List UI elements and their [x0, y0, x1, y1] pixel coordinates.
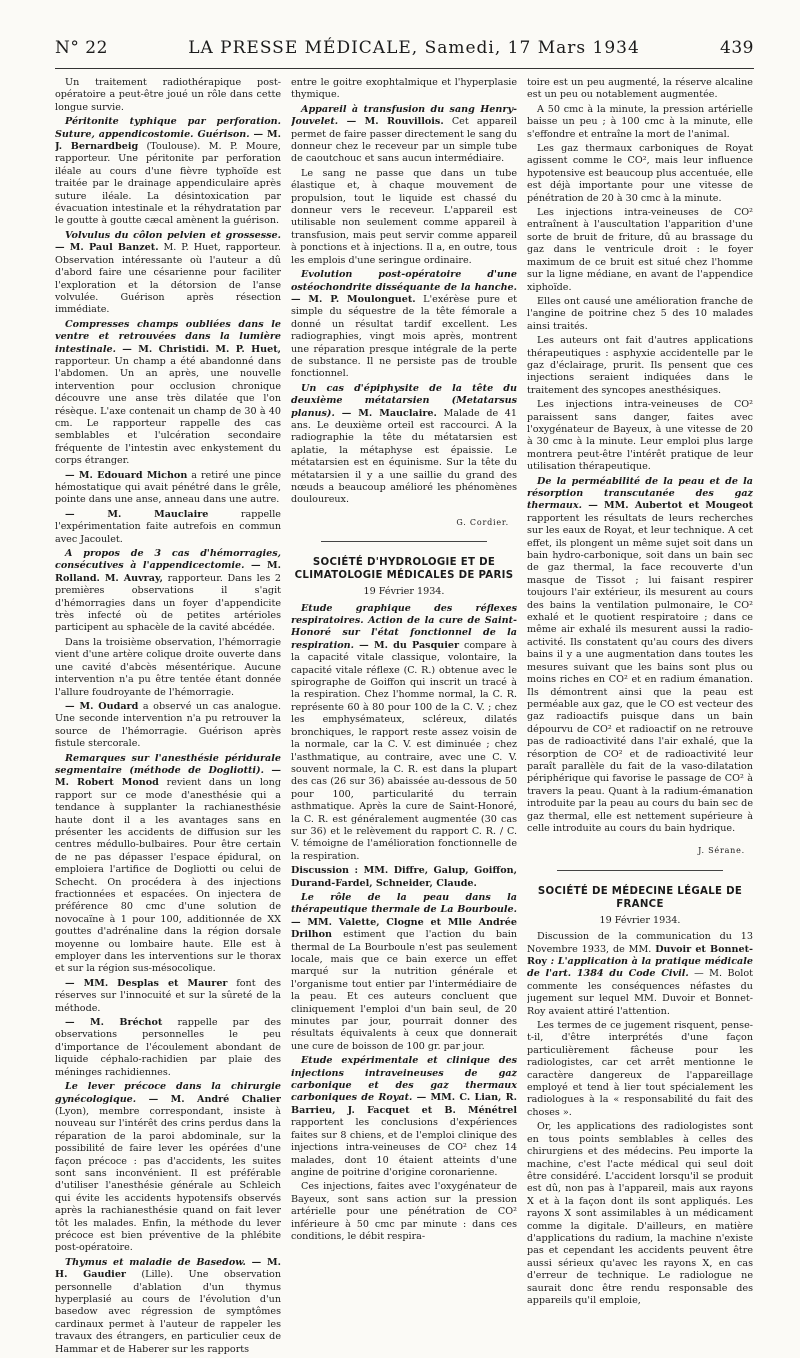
abstract-paragraph [527, 476, 753, 836]
paragraph-text: a observé un cas analogue. Une seconde intervention n'a pu retrouver la source de l'hémorragie. Guérison après fistule stercorale. [55, 700, 281, 750]
abstract-paragraph [55, 319, 281, 468]
abstract-title: Un cas d'épiphysite de la tête du deuxième métatarsien (Metatarsus planus). [291, 382, 517, 419]
paragraph-text: Les injections intra-veineuses de CO² paraissent sans danger, faites avec l'oxygénateur de Bayeux, à une vitesse de 20 à 30 cmc à la minute. Leur emploi plus large montrera peut-être l'intérêt pratique de leur utilisation thérapeutique. [527, 399, 753, 473]
author-names: — M. Mauclaire. [334, 407, 437, 419]
author-names: — M. du Pasquier [353, 639, 460, 651]
abstract-title: Etude expérimentale et clinique des injections intraveineuses de gaz carbonique et des gaz thermaux carboniques de Royat. [291, 1055, 517, 1104]
journal-title: LA PRESSE MÉDICALE, Samedi, 17 Mars 1934 [188, 38, 640, 58]
author-names: — M. André Chalier [136, 1093, 281, 1105]
body-paragraph [527, 399, 753, 473]
body-paragraph [527, 143, 753, 205]
abstract-paragraph [55, 1257, 281, 1356]
paragraph-text: Or, les applications des radiologistes sont en tous points semblables à celles des chirurgiens et des médecins. Peu importe la machine, c'est l'acte médical qui seul doit être considéré. L'accident lorsqu'il se produit est dû, non pas à l'appareil, mais aux rayons X et à la façon dont ils sont appliqués. Les rayons X sont assimilables à un médicament comme la digitale. D'ailleurs, en matière d'applications du radium, la machine n'existe pas et cependant les accidents peuvent être aussi sérieux qu'avec les rayons X, en cas d'erreur de technique. Le radiologue ne saurait donc être rendu responsable des appareils qu'il emploie, [527, 1121, 753, 1306]
author-names: — MM. Aubertot et Mougeot [581, 500, 753, 512]
paragraph-text: toire est un peu augmenté, la réserve alcaline est un peu ou notablement augmentée. [527, 77, 753, 101]
paragraph-text: font des réserves sur l'innocuité et sur la sûreté de la méthode. [55, 977, 281, 1014]
paragraph-text: Ces injections, faites avec l'oxygénateur de Bayeux, sont sans action sur la pression artérielle pour une pénétration de CO² inférieure à 50 cmc par minute : dans ces conditions, le débit respira- [291, 1181, 517, 1242]
abstract-title: Volvulus du côlon pelvien et grossesse. [65, 229, 281, 241]
author-names: — MM. Valette, Clogne et Mlle Andrée Drilhon [291, 916, 517, 941]
abstract-title: Le lever précoce dans la chirurgie gynécologique. [55, 1081, 281, 1105]
paragraph-text: entre le goitre exophtalmique et l'hyperplasie thymique. [291, 77, 517, 101]
body-paragraph [527, 931, 753, 1018]
paragraph-text: (Lille). Une observation personnelle d'ablation d'un thymus hyperplasié au cours de l'évolution d'un basedow avec régression de symptômes cardinaux permet à l'auteur de rappeler les travaux des étrangers, en particulier ceux de Hammar et de Haberer sur les rapports [55, 1269, 281, 1355]
paragraph-text: L'exérèse pure et simple du séquestre de la tête fémorale a donné un résultat tardif excellent. Les radiographies, vingt mois après, montrent une réparation presque intégrale de la perte de substance. Il ne persiste pas de trouble fonctionnel. [291, 293, 517, 380]
author-names: — MM. Desplas et Maurer [65, 977, 228, 989]
author-names: — M. Rolland. M. Auvray, [55, 560, 281, 584]
paragraph-text: rapporteur. Dans les 2 premières observations il s'agit d'hémorragies dans un foyer d'appendicite très infecté où de petites artérioles participent au sphacèle de la cavité abcédée. [55, 572, 281, 634]
abstract-paragraph [55, 548, 281, 635]
paragraph-text: (Lyon), membre correspondant, insiste à nouveau sur l'intérêt des crins perdus dans la réparation de la paroi abdominale, sur la possibilité de faire lever les opérées d'une façon précoce : pas d'accidents, les suites sont sans inconvénient. Il est préférable d'utiliser l'anesthésie générale au Schleich qui évite les accidents hypotensifs observés après la rachianesthésie quand on fait lever tôt les malades. Enfin, la méthode du lever précoce est bien préventive de la phlébite post-opératoire. [55, 1105, 281, 1254]
abstract-title: Remarques sur l'anesthésie péridurale segmentaire (méthode de Dogliotti). [55, 752, 281, 776]
body-paragraph [55, 701, 281, 751]
paragraph-text: rapporteur. Un champ a été abandonné dans l'abdomen. Un an après, une nouvelle intervention pour occlusion chronique découvre une anse très dilatée que l'on résèque. L'axe contenait un champ de 30 à 40 cm. Le rapporteur rappelle des cas semblables et l'ulcération secondaire fréquente de l'intestin avec enkystement du corps étranger. [55, 355, 281, 467]
body-paragraph [527, 104, 753, 141]
paragraph-text: revient dans un long rapport sur ce mode d'anesthésie qui a tendance à supplanter la rachianesthésie haute dont il a les avantages sans en présenter les accidents de diffusion sur les centres médullo-bulbaires. Pour être certain de ne pas dépasser l'espace épidural, on emploiera l'artifice de Dogliotti ou celui de Schecht. On procédera à des injections fractionnées et espacées. On injectera de préférence 80 cmc d'une solution de novocaïne à 1 pour 100, additionnée de XX gouttes d'adrénaline dans la région dorsale moyenne ou lombaire haute. Elle est à employer dans les interventions sur le thorax et sur la région sus-mésocolique. [55, 777, 281, 975]
abstract-paragraph [291, 104, 517, 166]
paragraph-text: Les auteurs ont fait d'autres applications thérapeutiques : asphyxie accidentelle par le gaz d'éclairage, prurit. Ils pensent que ces injections seraient indiquées dans le traitement des syncopes anesthésiques. [527, 335, 753, 396]
author-signature: G. Cordier. [456, 517, 509, 527]
paragraph-text: rapportent les résultats de leurs recherches sur les eaux de Royat, et leur technique. A cet effet, ils plongent un même sujet soit dans un bain hydro-carbonique, soit dans un bain sec de gaz thermal, la face recouverte d'un masque de Tissot ; lui faisant respirer toujours l'air extérieur, ils mesurent au cours des bains la ventilation pulmonaire, le CO² exhalé et le quotient respiratoire ; dans ce même air exhalé ils mesurent aussi la radio-activité. Ils constatent qu'au cours des divers bains il y a une augmentation dans toutes les mesures suivant que les bains sont plus ou moins riches en CO² et en radium émanation. Ils démontrent ainsi que la peau est perméable aux gaz, que le CO est vecteur des gaz radioactifs puisque dans un bain dépourvu de CO² et radioactif on ne retrouve pas de radioactivité dans l'air exhalé, que la résorption de CO² et de radioactivité leur paraît parallèle du fait de la vaso-dilatation périphérique qui favorise le passage de CO² à travers la peau. Quant à la radium-émanation introduite par la peau au cours du bain sec de gaz thermal, elle est nettement supérieure à celle introduite au cours du bain hydrique. [527, 512, 753, 834]
abstract-paragraph [55, 116, 281, 228]
column-3 [527, 77, 753, 1358]
abstract-paragraph [291, 383, 517, 507]
paragraph-text: (Toulouse). M. P. Moure, rapporteur. Une péritonite par perforation iléale au cours d'une fièvre typhoïde est traitée par le drainage appendiculaire après suture iléale. La désintoxication par évacuation intestinale et la réhydratation par le goutte à goutte cæcal amènent la guérison. [55, 141, 281, 227]
abstract-title: Le rôle de la peau dans la thérapeutique thermale de La Bourboule. [291, 891, 517, 916]
abstract-paragraph [291, 1055, 517, 1179]
page-number: 439 [720, 38, 754, 58]
author-names: — M. Christidi. M. P. Huet, [115, 343, 281, 355]
paragraph-text: Dans la troisième observation, l'hémorragie vient d'une artère colique droite ouverte dans une cavité d'abcès mésentérique. Aucune intervention n'a pu être tentée étant donnée l'allure foudroyante de l'hémorragie. [55, 636, 281, 698]
author-names: — M. Edouard Michon [65, 469, 188, 481]
society-heading: SOCIÉTÉ D'HYDROLOGIE ET DE CLIMATOLOGIE MÉDICALES DE PARIS [294, 557, 514, 582]
body-paragraph [527, 207, 753, 294]
columns [55, 77, 754, 1358]
author-names: — M. Oudard [65, 700, 139, 712]
body-paragraph [291, 168, 517, 267]
author-names: — M. J. Bernardbeig [55, 128, 281, 153]
running-head [55, 38, 754, 69]
body-paragraph [55, 978, 281, 1015]
abstract-paragraph [55, 230, 281, 317]
paragraph-text: Un traitement radiothérapique post-opératoire a peut-être joué un rôle dans cette longue survie. [55, 77, 281, 113]
abstract-title: Péritonite typhique par perforation. Suture, appendicostomie. Guérison. [55, 116, 281, 140]
abstract-title: : L'application à la pratique médicale de l'art. 1384 du Code Civil. [527, 956, 753, 980]
section-divider [557, 870, 723, 871]
session-date: 19 Février 1934. [363, 586, 445, 598]
abstract-title: De la perméabilité de la peau et de la résorption transcutanée des gaz thermaux. [527, 475, 753, 512]
paragraph-text: Le sang ne passe que dans un tube élastique et, à chaque mouvement de propulsion, tout le liquide est chassé du donneur vers le receveur. L'appareil est utilisable non seulement comme appareil à transfusion, mais peut servir comme appareil à ponctions et à injections. Il a, en outre, tous les emplois d'une seringue ordinaire. [291, 167, 517, 266]
author-signature: J. Sérane. [698, 846, 745, 856]
section-divider [321, 541, 487, 542]
body-paragraph [527, 1121, 753, 1307]
author-names: Discussion : MM. Diffre, Galup, Goiffon, Durand-Fardel, Schneider, Claude. [291, 865, 517, 889]
paragraph-text: estiment que l'action du bain thermal de La Bourboule n'est pas seulement locale, mais que ce bain exerce un effet marqué sur la nutrition générale et l'organisme tout entier par l'intermédiaire de la peau. Et ces auteurs concluent que cliniquement l'emploi d'un bain seul, de 20 minutes par jour, pourrait donner des résultats équivalents à ceux que donnerait une cure de boisson de 100 gr. par jour. [291, 929, 517, 1052]
paragraph-text: Elles ont causé une amélioration franche de l'angine de poitrine chez 5 des 10 malades ainsi traités. [527, 295, 753, 332]
column-1 [55, 77, 281, 1358]
paragraph-text: Cet appareil permet de faire passer directement le sang du donneur chez le receveur par un simple tube de caoutchouc et sans aucun intermédiaire. [291, 116, 517, 165]
author-names: Duvoir et Bonnet-Roy [527, 943, 753, 967]
paragraph-text: Discussion de la communication du 13 Novembre 1933, de MM. [527, 931, 753, 955]
paragraph-text: compare à la capacité vitale classique, volontaire, la capacité vitale réflexe (C. R.) obtenue avec le spirographe de Goiffon qui inscrit un tracé à la respiration. Chez l'homme normal, la C. R. représente 60 à 80 pour 100 de la C. V. ; chez les emphysémateux, scléreux, dilatés bronchiques, le rapport reste assez voisin de la normale, car la C. V. est diminuée ; chez l'asthmatique, au contraire, avec une C. V. souvent normale, la C. R. est dans la plupart des cas (26 sur 36) abaissée au-dessous de 50 pour 100, particularité du terrain asthmatique. Après la cure de Saint-Honoré, la C. R. est généralement augmentée (30 cas sur 36) et le relèvement du rapport C. R. / C. V. témoigne de l'amélioration fonctionnelle de la respiration. [291, 639, 517, 862]
paragraph-text: Les injections intra-veineuses de CO² entraînent à l'auscultation l'apparition d'une sorte de bruit de friture, dû au brassage du gaz dans le ventricule droit : le foyer maximum de ce bruit est situé chez l'homme sur la ligne médiane, en avant de l'appendice xiphoïde. [527, 207, 753, 293]
society-heading: SOCIÉTÉ DE MÉDECINE LÉGALE DE FRANCE [537, 885, 743, 910]
paragraph-text: M. P. Huet, rapporteur. Observation intéressante où l'auteur a dû d'abord faire une césarienne pour faciliter l'exploration et la détorsion de l'anse volvulée. Guérison après résection immédiate. [55, 242, 281, 316]
author-names: — M. Paul Banzet. [55, 242, 159, 254]
author-names: — MM. C. Lian, R. Barrieu, J. Facquet et B. Ménétrel [291, 1092, 517, 1116]
body-paragraph [55, 470, 281, 507]
paragraph-text: a retiré une pince hémostatique qui avait pénétré dans le grêle, pointe dans une anse, anneau dans une autre. [55, 469, 281, 506]
body-paragraph [527, 296, 753, 333]
abstract-title: Evolution post-opératoire d'une ostéochondrite disséquante de la hanche. [291, 269, 517, 293]
column-2 [291, 77, 517, 1358]
body-paragraph [55, 637, 281, 699]
body-paragraph [55, 509, 281, 546]
abstract-paragraph [291, 892, 517, 1053]
author-names: — M. P. Moulonguet. [291, 293, 416, 305]
issue-number: N° 22 [55, 38, 108, 58]
abstract-title: Etude graphique des réflexes respiratoires. Action de la cure de Saint-Honoré sur l'état fonctionnel de la respiration. [291, 602, 517, 651]
body-paragraph [55, 77, 281, 114]
body-paragraph [527, 1020, 753, 1119]
body-paragraph [291, 1181, 517, 1243]
abstract-title: Appareil à transfusion du sang Henry-Jouvelet. [291, 103, 517, 128]
paragraph-text: Malade de 41 ans. Le deuxième orteil est raccourci. A la radiographie la tête du métatarsien est aplatie, la métaphyse est épaissie. Le métatarsien est en équinisme. Sur la tête du métatarsien il y a une saillie du grand des nœuds a beaucoup amélioré les phénomènes douloureux. [291, 407, 517, 506]
paragraph-text: Les termes de ce jugement risquent, pense-t-il, d'être interprétés d'une façon particulièrement fâcheuse pour les radiologistes, car cet arrêt mentionne le caractère dangereux de l'appareillage employé et tend à lier tout spécialement les radiologues à la « responsabilité du fait des choses ». [527, 1020, 753, 1118]
paragraph-text: rapportent les conclusions d'expériences faites sur 8 chiens, et de l'emploi clinique des injections intra-veineuses de CO² chez 14 malades, dont 10 étaient atteints d'une angine de poitrine d'origine coronarienne. [291, 1117, 517, 1178]
abstract-title: Thymus et maladie de Basedow. [65, 1256, 246, 1268]
author-names: — M. Robert Monod [55, 764, 281, 789]
session-date: 19 Février 1934. [599, 914, 681, 926]
paragraph-text: rappelle l'expérimentation faite autrefois en commun avec Jacoulet. [55, 508, 281, 545]
paragraph-text: A 50 cmc à la minute, la pression artérielle baisse un peu ; à 100 cmc à la minute, elle s'effondre et entraîne la mort de l'animal. [527, 103, 753, 140]
author-names: — M. Rouvillois. [338, 116, 444, 128]
body-paragraph [291, 865, 517, 890]
body-paragraph [527, 77, 753, 102]
paragraph-text: rappelle par des observations personnelles le peu d'importance de l'écoulement abondant de liquide céphalo-rachidien par plaie des méninges rachidiennes. [55, 1017, 281, 1078]
author-names: — M. Mauclaire [65, 508, 209, 520]
abstract-title: A propos de 3 cas d'hémorragies, consécutives à l'appendicectomie. [55, 548, 281, 572]
body-paragraph [291, 77, 517, 102]
abstract-paragraph [55, 1081, 281, 1255]
author-names: — M. H. Gaudier [55, 1256, 281, 1281]
author-names: — M. Bréchot [65, 1017, 163, 1029]
abstract-paragraph [291, 603, 517, 864]
paragraph-text: Les gaz thermaux carboniques de Royat agissent comme le CO², mais leur influence hypotensive est beaucoup plus accentuée, elle est déjà importante pour une vitesse de pénétration de 20 à 30 cmc à la minute. [527, 143, 753, 204]
body-paragraph [527, 335, 753, 397]
paragraph-text: — M. Bolot commente les conséquences néfastes du jugement sur lequel MM. Duvoir et Bonnet-Roy avaient attiré l'attention. [527, 968, 753, 1017]
body-paragraph [55, 1017, 281, 1079]
abstract-title: Compresses champs oubliées dans le ventre et retrouvées dans la lumière intestinale. [55, 318, 281, 355]
abstract-paragraph [291, 269, 517, 381]
abstract-paragraph [55, 753, 281, 976]
